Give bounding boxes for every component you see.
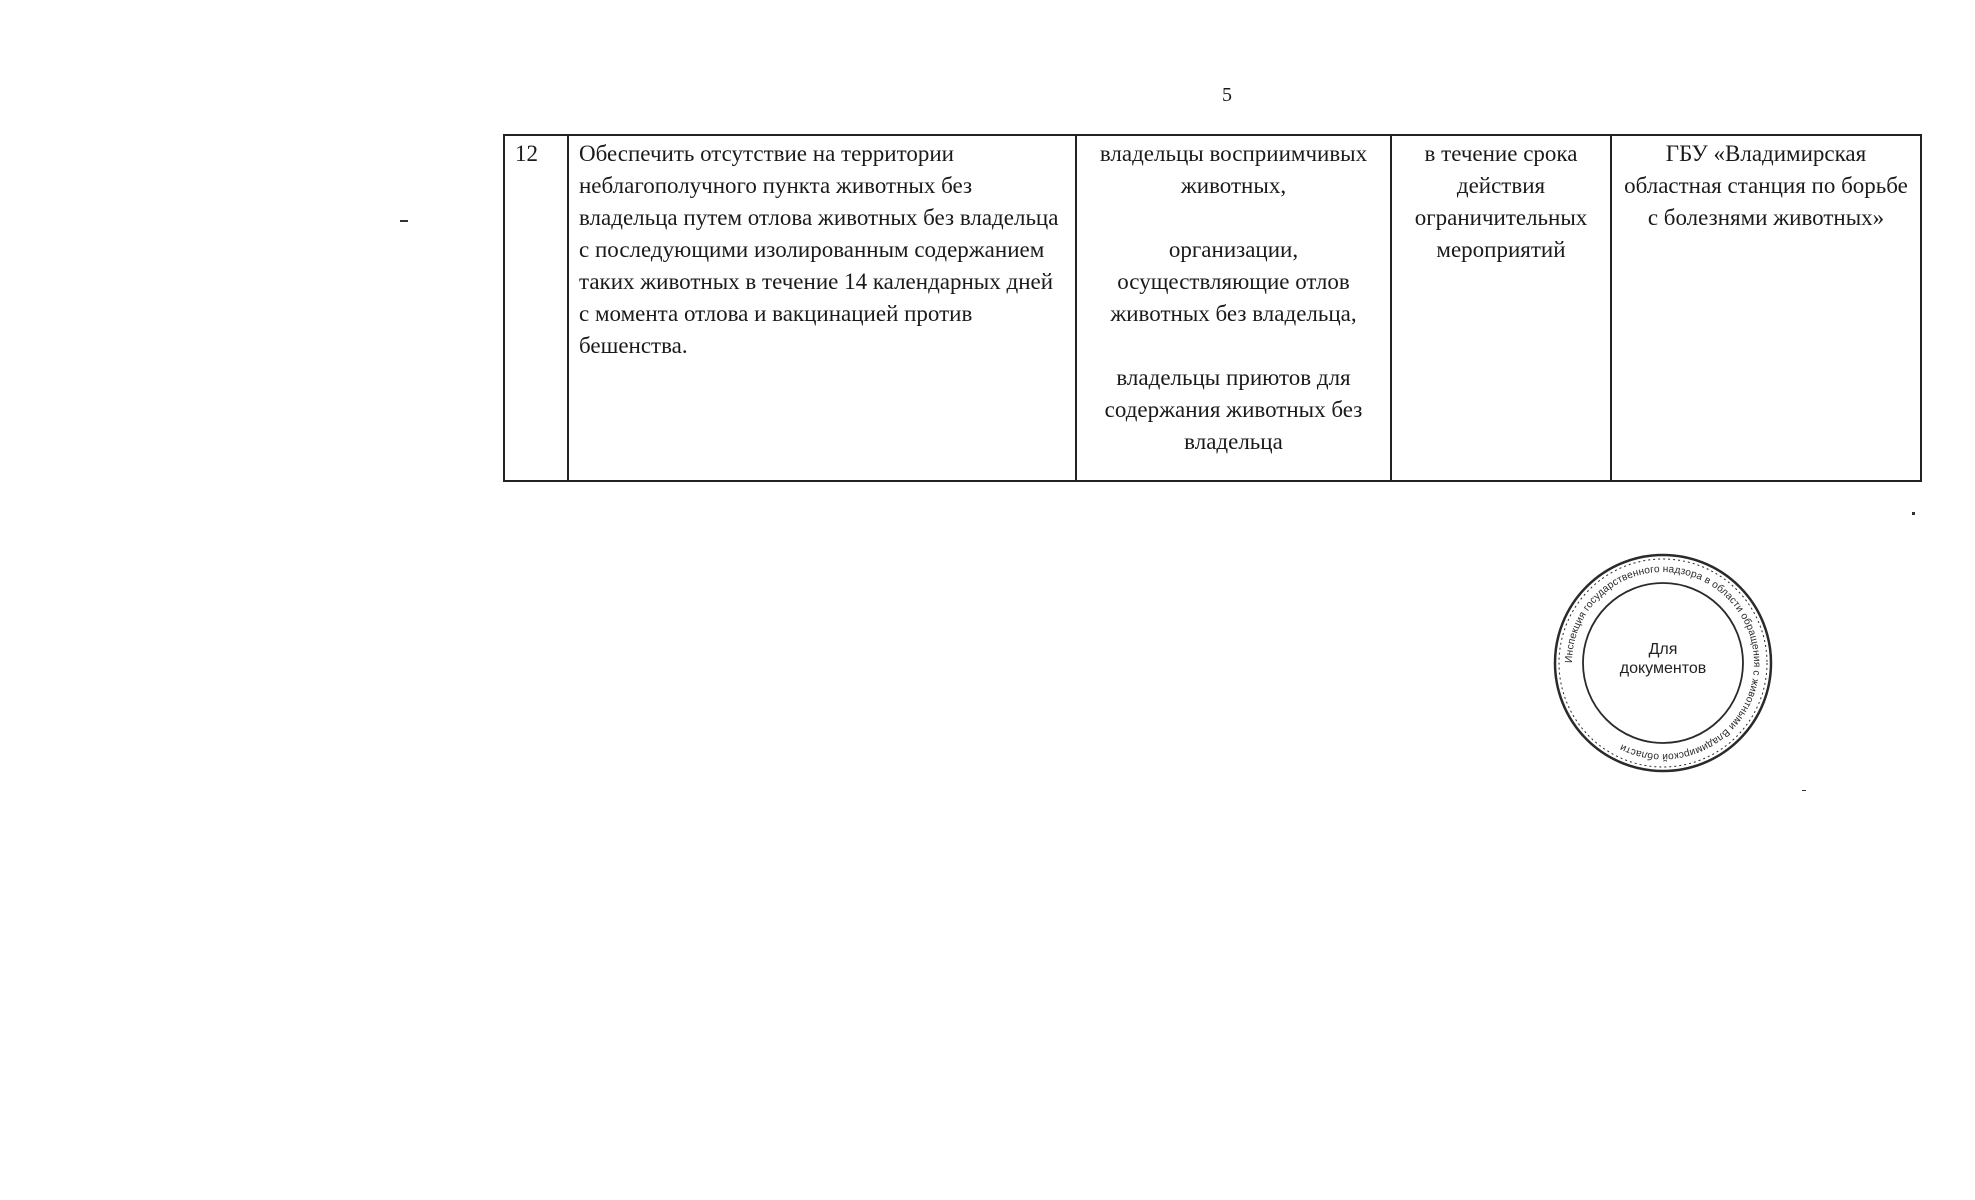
- table-row: [504, 135, 1921, 481]
- spacer: [1087, 202, 1380, 234]
- responsible-catchers: организации, осуществляющие отлов животных без владельца,: [1110, 237, 1357, 326]
- scan-mark-left: [400, 220, 408, 222]
- stamp-ring-textpath: Инспекция государственного надзора в области обращения с животными Владимирской области: [1563, 563, 1763, 763]
- page-number: 5: [1222, 84, 1232, 106]
- responsible-owners: владельцы восприимчивых животных,: [1099, 141, 1368, 198]
- responsible-cell: [1076, 135, 1391, 481]
- scan-mark-lower: [1802, 790, 1806, 791]
- action-cell: Обеспечить отсутствие на территории неблагополучного пункта животных без владельца путем отлова животных без владельца с последующими изолированным содержанием таких животных в течение 14 календарных дней с момента отлова и вакцинацией против бешенства.: [568, 135, 1076, 481]
- row-number: 12: [504, 135, 568, 481]
- spacer: [1087, 330, 1380, 362]
- stamp-center-text: [1582, 640, 1744, 678]
- executor-cell: ГБУ «Владимирская областная станция по борьбе с болезнями животных»: [1611, 135, 1921, 481]
- scan-mark-right: [1912, 512, 1915, 515]
- term-cell: в течение срока действия ограничительных мероприятий: [1391, 135, 1611, 481]
- stamp-center-line1: Для: [1648, 641, 1678, 658]
- stamp-center-line2: документов: [1619, 660, 1707, 677]
- measures-table: [503, 134, 1922, 482]
- responsible-shelters: владельцы приютов для содержания животных без владельца: [1104, 365, 1363, 454]
